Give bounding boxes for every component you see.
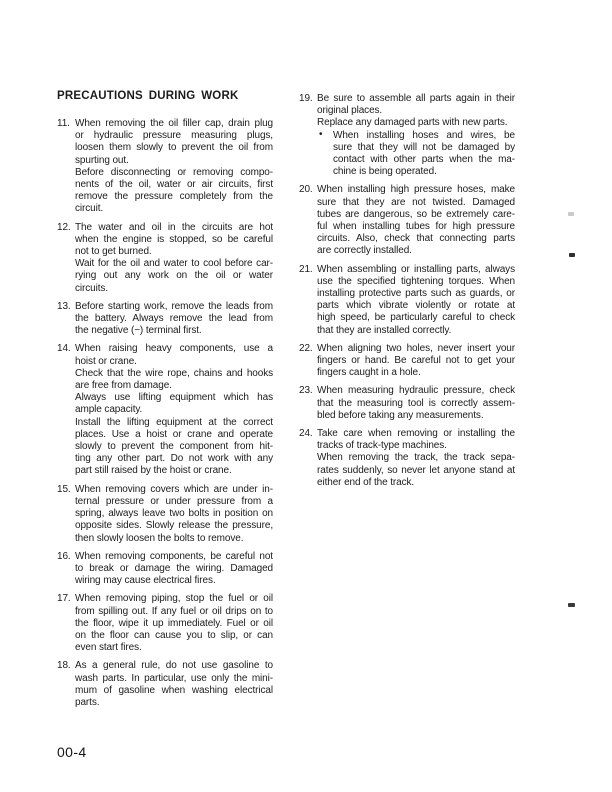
text-line: from spilling out. If any fuel or oil drips on to bbox=[75, 605, 273, 617]
page-number: 00-4 bbox=[57, 744, 87, 760]
list-item-16 bbox=[57, 551, 273, 588]
paragraph bbox=[75, 301, 273, 338]
text-line: sure that they will not be damaged by bbox=[333, 141, 515, 153]
paragraph bbox=[317, 385, 515, 422]
text-line: part still raised by the hoist or crane. bbox=[75, 465, 232, 477]
paragraph bbox=[317, 93, 515, 117]
list-item-12 bbox=[57, 222, 273, 295]
text-line: mum of gasoline when washing electrical bbox=[75, 684, 273, 696]
left-items bbox=[57, 118, 273, 709]
text-line: sure that they are not twisted. Damaged bbox=[317, 196, 515, 208]
text-line: Be sure to assemble all parts again in their bbox=[317, 93, 515, 104]
bullet-block bbox=[317, 130, 515, 179]
text-line: circuit. bbox=[75, 203, 104, 215]
text-line: The water and oil in the circuits are hot bbox=[75, 221, 273, 233]
text-line: When removing components, be careful not bbox=[75, 550, 273, 562]
page-title: PRECAUTIONS DURING WORK bbox=[57, 90, 239, 102]
list-item-24 bbox=[299, 428, 515, 489]
text-line: circuits. bbox=[75, 282, 108, 294]
item-number: 19. bbox=[299, 93, 313, 104]
list-item-13 bbox=[57, 301, 273, 338]
paragraph bbox=[75, 392, 273, 416]
text-line: chine is being operated. bbox=[333, 166, 437, 178]
list-item-17 bbox=[57, 593, 273, 654]
text-line: the battery. Always remove the lead from bbox=[75, 313, 273, 325]
item-number: 22. bbox=[299, 342, 313, 354]
text-line: original places. bbox=[317, 105, 383, 117]
text-line: either end of the track. bbox=[317, 476, 415, 488]
text-line: nents of the oil, water or air circuits, first bbox=[75, 179, 273, 191]
list-item-23 bbox=[299, 385, 515, 422]
text-line: the negative (−) terminal first. bbox=[75, 325, 202, 337]
list-item-20 bbox=[299, 184, 515, 257]
scan-mark-dark-upper bbox=[569, 253, 575, 257]
paragraph bbox=[75, 343, 273, 367]
text-line: Replace any damaged parts with new parts. bbox=[317, 117, 508, 129]
text-line: hoist or crane. bbox=[75, 355, 137, 367]
bullet-icon: • bbox=[319, 129, 323, 141]
paragraph bbox=[317, 343, 515, 380]
text-line: circuits. Also, check that connecting parts bbox=[317, 233, 515, 245]
text-line: fingers or hand. Be careful not to get your bbox=[317, 355, 515, 367]
paragraph bbox=[317, 452, 515, 489]
text-line: not to get burned. bbox=[75, 246, 152, 258]
item-number: 21. bbox=[299, 263, 313, 275]
paragraph bbox=[75, 258, 273, 295]
paragraph bbox=[75, 167, 273, 216]
item-number: 13. bbox=[57, 300, 71, 312]
list-item-19 bbox=[299, 93, 515, 178]
text-line: tracks of track-type machines. bbox=[317, 440, 447, 452]
paragraph bbox=[75, 593, 273, 654]
paragraph bbox=[317, 428, 515, 452]
paragraph bbox=[75, 368, 273, 392]
right-column bbox=[299, 90, 515, 489]
text-line: Take care when removing or installing the bbox=[317, 428, 515, 440]
text-line: Before starting work, remove the leads from bbox=[75, 300, 273, 312]
item-number: 11. bbox=[57, 118, 70, 129]
paragraph bbox=[75, 660, 273, 709]
paragraph bbox=[75, 417, 273, 478]
text-line: wash parts. In particular, use only the mini- bbox=[75, 672, 273, 684]
text-line: When removing the track, the track sepa- bbox=[317, 452, 515, 464]
text-line: rates suddenly, so never let anyone stand at bbox=[317, 464, 515, 476]
item-number: 12. bbox=[57, 221, 71, 233]
text-line: When removing piping, stop the fuel or oil bbox=[75, 593, 273, 605]
text-line: installing protective parts such as guards, or bbox=[317, 288, 515, 300]
text-line: then slowly loosen the bolts to remove. bbox=[75, 532, 244, 544]
right-items bbox=[299, 90, 515, 489]
text-line: When installing hoses and wires, be bbox=[333, 129, 515, 141]
paragraph bbox=[317, 117, 515, 129]
text-line: that the measuring tool is correctly assem- bbox=[317, 397, 515, 409]
paragraph bbox=[317, 184, 515, 257]
paragraph bbox=[75, 551, 273, 588]
text-line: are free from damage. bbox=[75, 380, 172, 392]
text-line: high speed, be particularly careful to check bbox=[317, 312, 515, 324]
text-line: When installing high pressure hoses, make bbox=[317, 184, 515, 196]
text-line: parts. bbox=[75, 696, 100, 708]
text-line: even start fires. bbox=[75, 642, 142, 654]
text-line: ample capacity. bbox=[75, 404, 143, 416]
text-line: When removing the oil filler cap, drain plug bbox=[75, 118, 273, 129]
text-line: or hydraulic pressure measuring plugs, bbox=[75, 130, 273, 142]
list-item-14 bbox=[57, 343, 273, 477]
text-line: the floor, wipe it up immediately. Fuel or oil bbox=[75, 617, 273, 629]
text-line: ternal pressure or under pressure from a bbox=[75, 495, 273, 507]
item-number: 16. bbox=[57, 550, 71, 562]
item-number: 18. bbox=[57, 660, 71, 672]
list-item-11 bbox=[57, 118, 273, 216]
item-number: 20. bbox=[299, 184, 313, 196]
text-line: are correctly installed. bbox=[317, 245, 412, 257]
text-line: tubes are dangerous, so be extremely care- bbox=[317, 208, 515, 220]
text-line: When removing covers which are under in- bbox=[75, 483, 273, 495]
item-number: 17. bbox=[57, 593, 71, 605]
paragraph bbox=[75, 222, 273, 259]
paragraph bbox=[75, 118, 273, 167]
text-line: rying out any work on the oil or water bbox=[75, 270, 273, 282]
list-item-15 bbox=[57, 484, 273, 545]
text-line: remove the pressure completely from the bbox=[75, 191, 273, 203]
item-number: 24. bbox=[299, 428, 313, 440]
scan-mark-dark-lower bbox=[568, 603, 575, 607]
list-item-21 bbox=[299, 264, 515, 337]
text-line: Check that the wire rope, chains and hooks bbox=[75, 367, 273, 379]
text-line: spring, always leave two bolts in position on bbox=[75, 508, 273, 520]
text-line: use the specified tightening torques. When bbox=[317, 275, 515, 287]
text-line: contact with other parts when the ma- bbox=[333, 154, 515, 166]
text-line: bled before taking any measurements. bbox=[317, 409, 484, 421]
text-line: When aligning two holes, never insert your bbox=[317, 342, 515, 354]
text-line: When measuring hydraulic pressure, check bbox=[317, 385, 515, 397]
text-line: When raising heavy components, use a bbox=[75, 343, 273, 355]
text-line: when the engine is stopped, so be careful bbox=[75, 233, 273, 245]
text-line: places. Use a hoist or crane and operate bbox=[75, 428, 273, 440]
text-line: As a general rule, do not use gasoline to bbox=[75, 660, 273, 672]
item-number: 14. bbox=[57, 343, 71, 355]
paragraph bbox=[317, 264, 515, 337]
text-line: Install the lifting equipment at the correct bbox=[75, 416, 273, 428]
text-line: opposite sides. Slowly release the pressure, bbox=[75, 520, 273, 532]
text-line: to break or damage the wiring. Damaged bbox=[75, 562, 273, 574]
item-number: 15. bbox=[57, 483, 71, 495]
text-line: that they are installed correctly. bbox=[317, 324, 452, 336]
scan-mark-light bbox=[568, 212, 574, 216]
text-line: Always use lifting equipment which has bbox=[75, 392, 273, 404]
text-line: on the floor can cause you to slip, or can bbox=[75, 629, 273, 641]
paragraph bbox=[75, 484, 273, 545]
text-line: parts which vibrate violently or rotate at bbox=[317, 300, 515, 312]
list-item-18 bbox=[57, 660, 273, 709]
text-line: Wait for the oil and water to cool before car- bbox=[75, 258, 273, 270]
text-line: spurting out. bbox=[75, 154, 129, 166]
text-line: loosen them slowly to prevent the oil from bbox=[75, 142, 273, 154]
text-line: ting any other part. Do not work with any bbox=[75, 453, 273, 465]
item-number: 23. bbox=[299, 385, 313, 397]
text-line: ful when installing tubes for high pressure bbox=[317, 221, 515, 233]
text-line: wiring may cause electrical fires. bbox=[75, 575, 216, 587]
text-line: slowly to prevent the component from hit- bbox=[75, 441, 273, 453]
text-line: When assembling or installing parts, always bbox=[317, 263, 515, 275]
text-line: Before disconnecting or removing compo- bbox=[75, 166, 273, 178]
list-item-22 bbox=[299, 343, 515, 380]
text-line: fingers caught in a hole. bbox=[317, 367, 421, 379]
left-column bbox=[57, 90, 273, 709]
